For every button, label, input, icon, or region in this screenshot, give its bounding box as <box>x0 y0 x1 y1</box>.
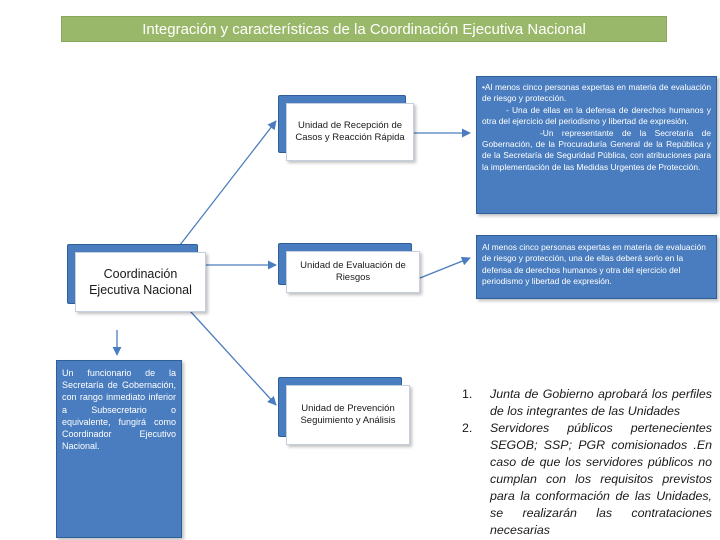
requirements-list <box>462 386 712 539</box>
funcionario-detail <box>56 360 182 538</box>
arrow-to-evaluacion-detail <box>420 258 470 278</box>
evaluacion-label: Unidad de Evaluación de Riesgos <box>286 251 420 293</box>
prevencion-label: Unidad de Prevención Seguimiento y Análisis <box>286 385 410 445</box>
funcionario-text: Un funcionario de la Secretaría de Gobernación, con rango inmediato inferior a Subsecretario o equivalente, fungirá como Coordinador Ejecutivo Nacional. <box>62 368 176 452</box>
list-item-number: 2. <box>462 421 473 435</box>
recepcion-label: Unidad de Recepción de Casos y Reacción Rápida <box>286 103 414 161</box>
arrow-to-recepcion <box>180 121 276 245</box>
page-title-text: Integración y características de la Coordinación Ejecutiva Nacional <box>142 20 586 38</box>
prevencion-card <box>286 385 410 445</box>
recepcion-detail-line-2: - Una de ellas en la defensa de derechos humanos y otra del ejercicio del periodismo y libertad de expresión. <box>482 104 711 127</box>
recepcion-detail-line-3: -Un representante de la Secretaría de Gobernación, de la Procuraduría General de la República y de la Secretaría de Seguridad Pública, con atribuciones para la implementación de las Medidas Urgentes de Protección. <box>482 127 711 172</box>
recepcion-detail <box>476 76 717 214</box>
evaluacion-detail <box>476 235 717 299</box>
recepcion-card <box>286 103 414 161</box>
list-item-text: Servidores públicos pertenecientes SEGOB; SSP; PGR comisionados .En caso de que los servidores públicos no cumplan con los requisitos previstos para la conformación de las Unidades, se realizarán las contrataciones necesarias <box>490 421 712 537</box>
list-item <box>462 386 712 420</box>
list-item-number: 1. <box>462 387 473 401</box>
coordinacion-label: Coordinación Ejecutiva Nacional <box>75 252 206 312</box>
arrow-to-prevencion <box>180 300 276 405</box>
coordinacion-card <box>75 252 206 312</box>
evaluacion-detail-text: Al menos cinco personas expertas en materia de evaluación de riesgo y protección, una de ellas deberá serlo en la defensa de derechos humanos y otra del ejercicio del periodismo y libertad de expresión. <box>482 242 706 287</box>
list-item-text: Junta de Gobierno aprobará los perfiles de los integrantes de las Unidades <box>490 387 712 418</box>
evaluacion-card <box>286 251 420 293</box>
recepcion-detail-line-1: •Al menos cinco personas expertas en materia de evaluación de riesgo y protección. <box>482 82 711 104</box>
list-item <box>462 420 712 539</box>
